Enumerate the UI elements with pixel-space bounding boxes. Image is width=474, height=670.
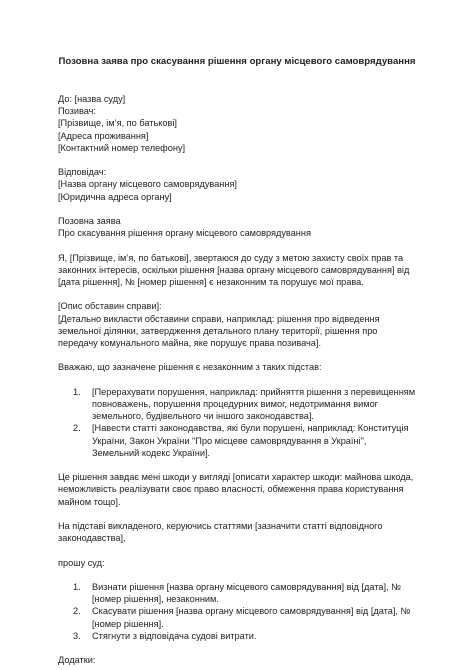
list-item bbox=[58, 386, 416, 423]
list-item bbox=[58, 630, 416, 642]
circumstances-paragraph: [Детально викласти обставини справи, наприклад: рішення про відведення земельної ділянки, затвердження детального плану території, рішення про передачу комунального майна, яке порушує права позивача]. bbox=[58, 313, 380, 348]
defendant-address: [Юридична адреса органу] bbox=[58, 191, 172, 202]
list-item-text: [Навести статті законодавства, які були порушені, наприклад: Конституція України, Закон України "Про місцеве самоврядування в Україні", Земельний кодекс України]. bbox=[92, 423, 409, 458]
claim-subject: Про скасування рішення органу місцевого самоврядування bbox=[58, 228, 311, 239]
attachments-label: Додатки: bbox=[58, 655, 96, 666]
list-item-text: Визнати рішення [назва органу місцевого самоврядування] від [дата], № [номер рішення], незаконним. bbox=[92, 581, 401, 605]
court-line: До: [назва суду] bbox=[58, 94, 126, 104]
list-item-text: Стягнути з відповідача судові витрати. bbox=[92, 630, 257, 641]
defendant-label: Відповідач: bbox=[58, 167, 107, 178]
defendant-name: [Назва органу місцевого самоврядування] bbox=[58, 179, 237, 190]
list-item bbox=[58, 422, 416, 459]
plaintiff-name: [Прізвище, ім’я, по батькові] bbox=[58, 118, 177, 129]
list-item bbox=[58, 581, 416, 605]
list-item-text: Скасувати рішення [назва органу місцевого самоврядування] від [дата], № [номер рішення]. bbox=[92, 606, 411, 629]
legal-basis-paragraph: На підставі викладеного, керуючись статтями [зазначити статті відповідного законодавства], bbox=[58, 520, 383, 544]
list-item-number: 1. bbox=[73, 581, 81, 592]
grounds-list bbox=[58, 386, 416, 459]
plaintiff-label: Позивач: bbox=[58, 106, 96, 117]
list-item-number: 2. bbox=[73, 606, 81, 617]
list-item-number: 3. bbox=[73, 630, 81, 641]
damage-paragraph: Це рішення завдає мені шкоди у вигляді [описати характер шкоди: майнова шкода, неможливість реалізувати своє право власності, обмеження права користування майном тощо]. bbox=[58, 472, 414, 507]
intro-paragraph: Я, [Прізвище, ім’я, по батькові], звертаюся до суду з метою захисту своїх прав та законних інтересів, оскільки рішення [назва органу місцевого самоврядування] від [дата рішення], № [номер рішення] є незаконним та порушує мої права. bbox=[58, 252, 410, 287]
grounds-intro: Вважаю, що зазначене рішення є незаконним з таких підстав: bbox=[58, 362, 322, 373]
request-label: прошу суд: bbox=[58, 557, 105, 568]
plaintiff-address: [Адреса проживання] bbox=[58, 130, 149, 141]
claim-label: Позовна заява bbox=[58, 216, 121, 226]
list-item bbox=[58, 605, 416, 629]
circumstances-label: [Опис обставин справи]: bbox=[58, 301, 162, 312]
plaintiff-phone: [Контактний номер телефону] bbox=[58, 142, 186, 153]
list-item-number: 1. bbox=[73, 386, 81, 397]
list-item-number: 2. bbox=[73, 423, 81, 434]
list-item-text: [Перерахувати порушення, наприклад: прийняття рішення з перевищенням повноважень, порушення процедурних вимог, недотримання вимог земельного, будівельного чи іншого законодавства]. bbox=[92, 386, 416, 422]
requests-list bbox=[58, 581, 416, 642]
document-title: Позовна заява про скасування рішення органу місцевого самоврядування bbox=[58, 56, 416, 67]
